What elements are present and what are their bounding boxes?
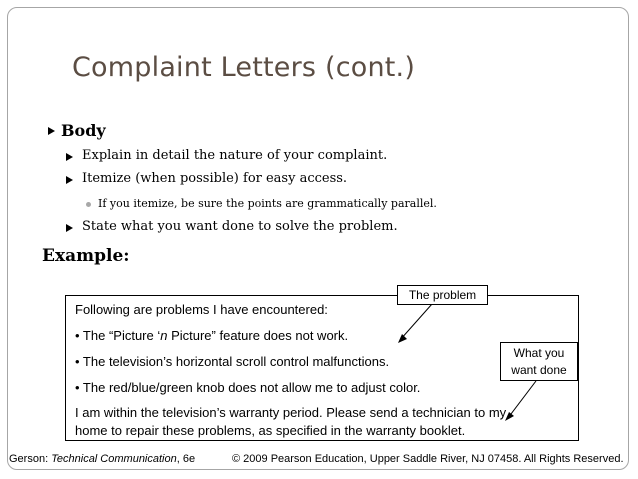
footer-copyright: © 2009 Pearson Education, Upper Saddle River, NJ 07458. All Rights Reserved. [232,453,624,465]
bullet-itemize: Itemize (when possible) for easy access. [82,171,348,186]
want-arrow-line [508,381,536,418]
want-arrowhead-icon [505,412,514,421]
example-item-1-pre: • The “Picture ‘ [75,328,161,343]
callout-the-problem-text: The problem [408,288,477,302]
problem-arrowhead-icon [398,334,407,343]
bullet-explain: Explain in detail the nature of your complaint. [82,148,388,163]
example-label: Example: [42,246,130,266]
slide-title: Complaint Letters (cont.) [72,52,416,83]
example-closing-line-1: I am within the television’s warranty period. Please send a technician to my [75,405,507,420]
footer-book-title: Technical Communication [51,453,177,465]
example-item-1-n: n [160,328,168,343]
callout-the-problem [397,285,488,305]
example-intro: Following are problems I have encountered: [75,302,328,317]
example-item-2: • The television’s horizontal scroll control malfunctions. [75,354,390,369]
bullet-body: Body [61,121,106,140]
footer-author: Gerson: [9,453,52,465]
bullet-parallel: If you itemize, be sure the points are grammatically parallel. [98,197,437,210]
example-item-1-post: Picture” feature does not work. [167,328,349,343]
bullet-state: State what you want done to solve the problem. [82,219,398,234]
example-item-3: • The red/blue/green knob does not allow me to adjust color. [75,380,421,395]
footer-edition: , 6e [176,453,196,465]
footer-citation [9,453,195,465]
example-closing-line-2: home to repair these problems, as specified in the warranty booklet. [75,423,466,438]
problem-arrow-line [400,304,432,340]
callout-what-you-want-done [500,342,578,381]
callout-want-line-2: want done [511,363,567,377]
callout-want-line-1: What you [513,346,565,360]
